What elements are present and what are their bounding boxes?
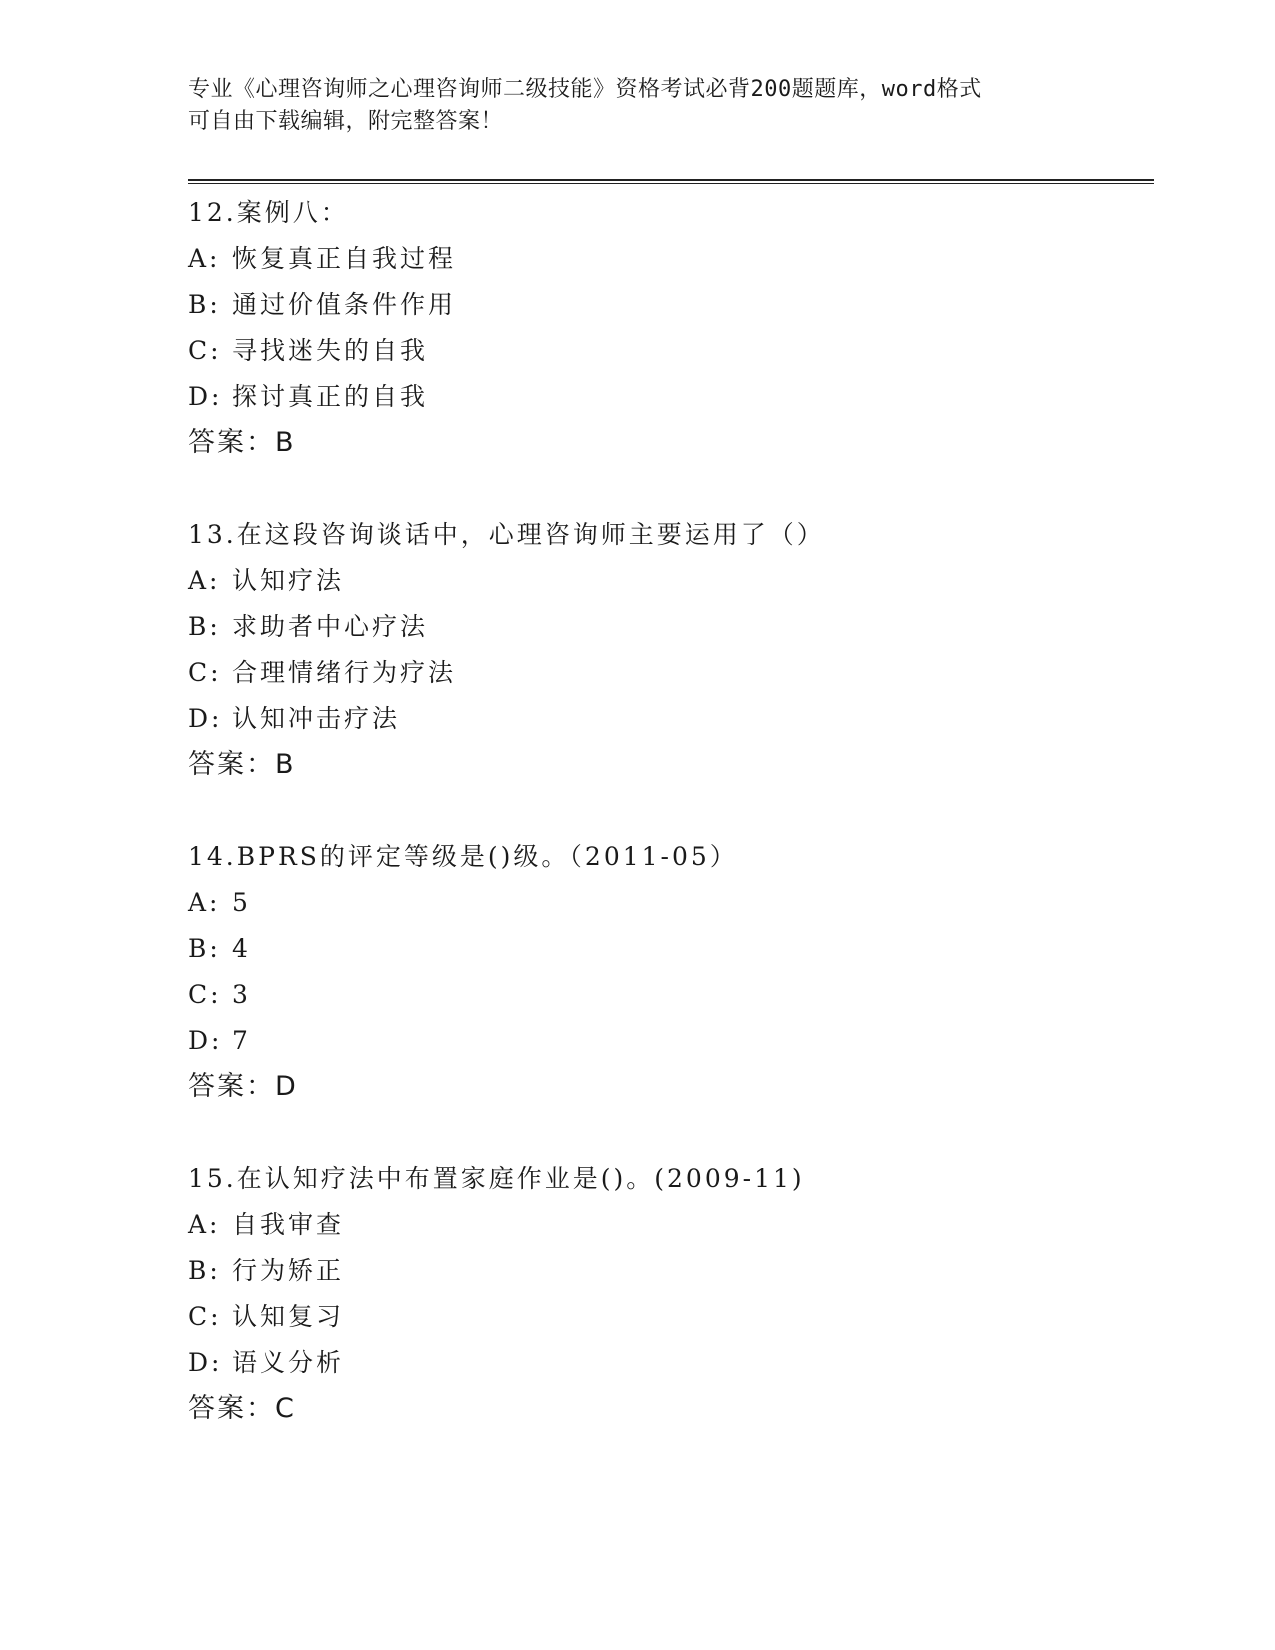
option-text: 探讨真正的自我 [232,382,429,411]
option-b [188,604,1148,650]
answer-line: 答案：B [188,749,296,780]
option-b [188,926,1148,972]
question-stem: 12.案例八： [188,198,349,227]
header-line-2: 可自由下载编辑，附完整答案！ [188,109,504,134]
option-text: 认知冲击疗法 [232,704,401,733]
option-d [188,1018,1148,1064]
question-12 [188,190,1148,466]
option-text: 7 [232,1026,251,1055]
option-c [188,1294,1148,1340]
option-a [188,1202,1148,1248]
option-text: 行为矫正 [232,1256,345,1285]
document-header [188,74,1088,138]
option-c [188,328,1148,374]
option-text: 5 [232,888,251,917]
option-key: B: [188,612,221,641]
question-stem: 14.BPRS的评定等级是()级。（2011-05） [188,842,738,871]
option-text: 通过价值条件作用 [232,290,457,319]
answer-line: 答案：C [188,1393,296,1424]
header-line-1: 专业《心理咨询师之心理咨询师二级技能》资格考试必背200题题库，word格式 [188,77,982,102]
option-key: B: [188,290,221,319]
option-key: A: [188,566,221,595]
option-text: 语义分析 [232,1348,345,1377]
option-c [188,650,1148,696]
option-key: B: [188,1256,221,1285]
option-d [188,696,1148,742]
option-text: 认知疗法 [232,566,345,595]
option-d [188,1340,1148,1386]
option-d [188,374,1148,420]
header-divider [188,179,1154,184]
option-a [188,880,1148,926]
option-key: A: [188,244,221,273]
option-b [188,1248,1148,1294]
option-key: C: [188,1302,222,1331]
answer-line: 答案：D [188,1071,298,1102]
question-stem: 13.在这段咨询谈话中，心理咨询师主要运用了（） [188,520,825,549]
option-text: 4 [232,934,251,963]
option-key: A: [188,888,221,917]
question-15 [188,1156,1148,1432]
option-a [188,558,1148,604]
option-key: C: [188,658,222,687]
option-key: C: [188,980,222,1009]
option-a [188,236,1148,282]
question-14 [188,834,1148,1110]
option-text: 合理情绪行为疗法 [232,658,457,687]
option-text: 3 [232,980,251,1009]
option-text: 求助者中心疗法 [232,612,429,641]
option-c [188,972,1148,1018]
question-13 [188,512,1148,788]
answer-line: 答案：B [188,427,296,458]
option-text: 自我审查 [232,1210,345,1239]
question-stem: 15.在认知疗法中布置家庭作业是()。(2009-11) [188,1164,805,1193]
option-key: D: [188,1348,223,1377]
option-text: 认知复习 [232,1302,345,1331]
option-key: D: [188,382,223,411]
option-key: D: [188,704,223,733]
option-key: D: [188,1026,223,1055]
option-key: C: [188,336,222,365]
option-key: A: [188,1210,221,1239]
question-list [188,190,1148,1478]
option-text: 寻找迷失的自我 [232,336,429,365]
option-key: B: [188,934,221,963]
option-text: 恢复真正自我过程 [232,244,457,273]
option-b [188,282,1148,328]
